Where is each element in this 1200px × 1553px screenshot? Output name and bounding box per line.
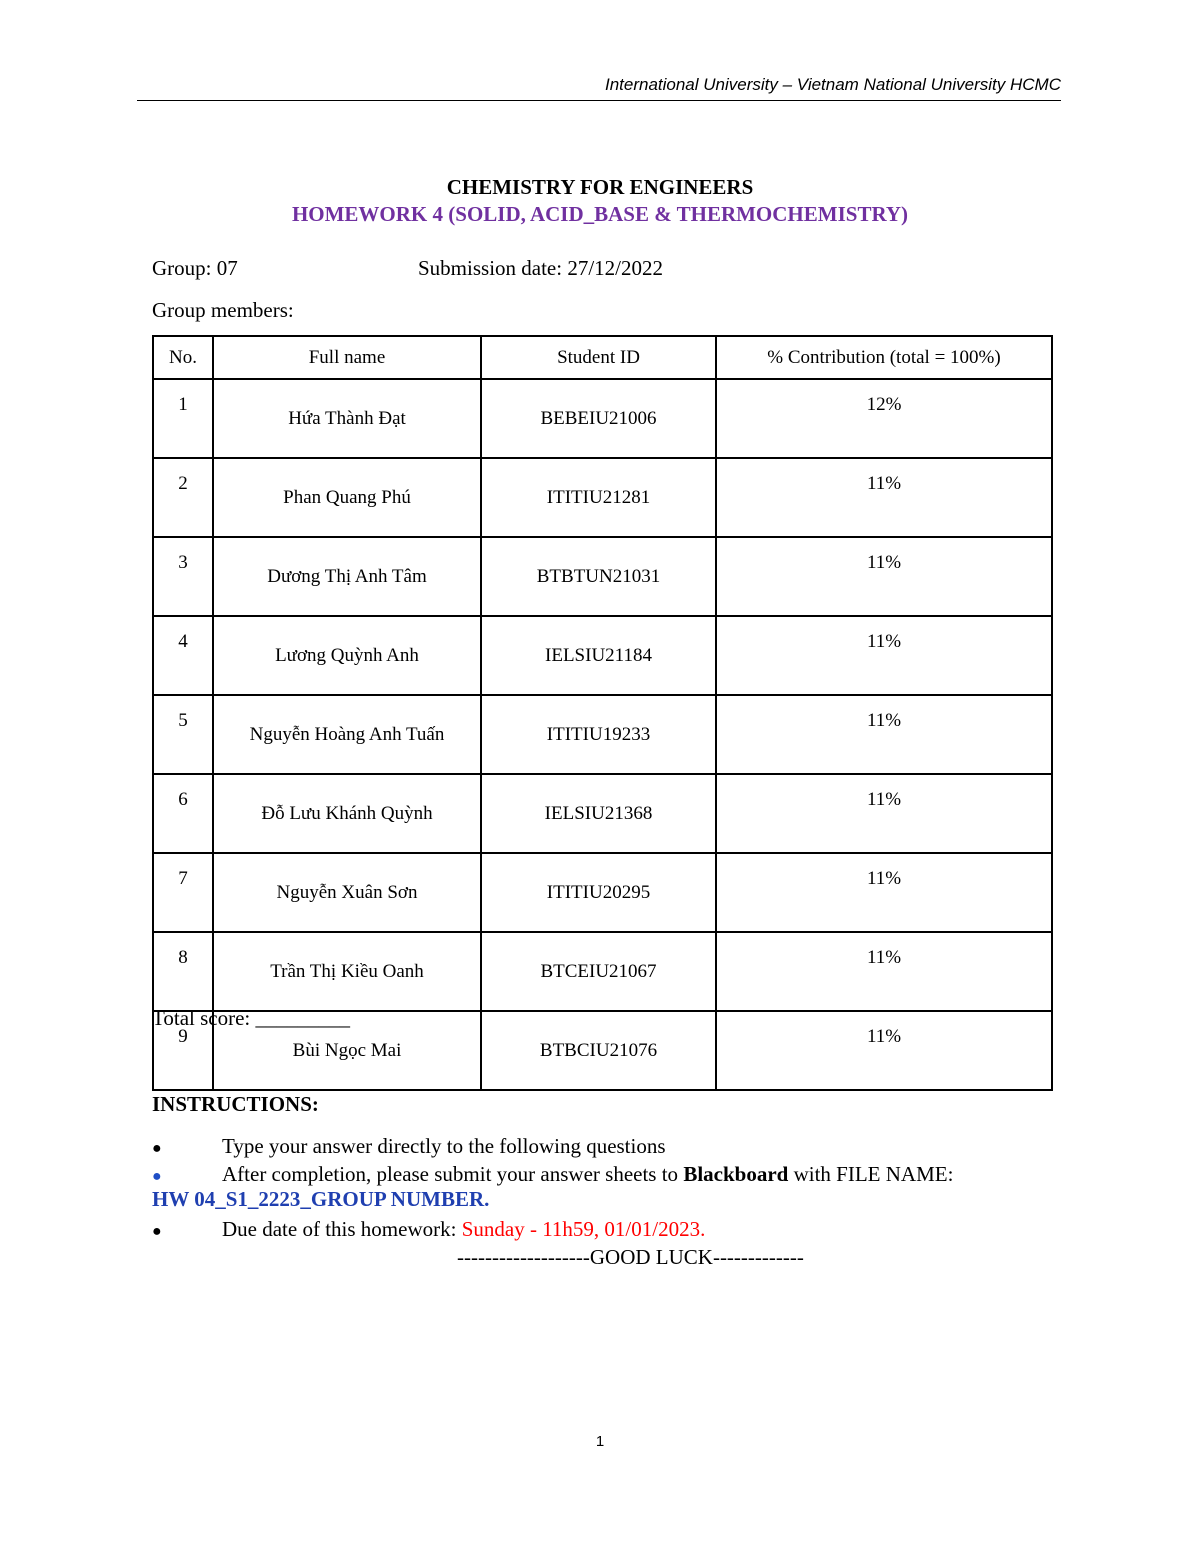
student-id: IELSIU21184 xyxy=(481,616,716,695)
instruction-text-suffix: with FILE NAME: xyxy=(788,1162,954,1186)
student-id: BTBCIU21076 xyxy=(481,1011,716,1090)
bullet-icon: ● xyxy=(152,1168,162,1185)
contribution: 11% xyxy=(716,458,1052,537)
row-number: 9 xyxy=(153,1011,213,1090)
row-number: 6 xyxy=(153,774,213,853)
blackboard-label: Blackboard xyxy=(683,1162,789,1186)
bullet-icon: ● xyxy=(152,1140,162,1157)
table-header-row xyxy=(153,336,1052,379)
file-name-format: HW 04_S1_2223_GROUP NUMBER. xyxy=(152,1187,490,1211)
group-members-label: Group members: xyxy=(152,298,294,322)
row-number: 1 xyxy=(153,379,213,458)
table-row xyxy=(153,537,1052,616)
group-number: Group: 07 xyxy=(152,256,238,280)
course-title: CHEMISTRY FOR ENGINEERS xyxy=(446,175,754,199)
member-name: Bùi Ngọc Mai xyxy=(213,1011,481,1090)
member-name: Phan Quang Phú xyxy=(213,458,481,537)
row-number: 4 xyxy=(153,616,213,695)
header-student-id: Student ID xyxy=(481,336,716,379)
table-row xyxy=(153,774,1052,853)
due-date: Sunday - 11h59, 01/01/2023. xyxy=(461,1217,706,1241)
page-header: International University – Vietnam National University HCMC xyxy=(137,72,1061,101)
table-row xyxy=(153,695,1052,774)
contribution: 11% xyxy=(716,853,1052,932)
good-luck-line: -------------------GOOD LUCK------------- xyxy=(457,1245,804,1269)
row-number: 7 xyxy=(153,853,213,932)
member-name: Đỗ Lưu Khánh Quỳnh xyxy=(213,774,481,853)
instruction-item-3 xyxy=(152,1216,1062,1245)
contribution: 11% xyxy=(716,616,1052,695)
members-table xyxy=(152,335,1053,1091)
student-id: BEBEIU21006 xyxy=(481,379,716,458)
table-row xyxy=(153,616,1052,695)
member-name: Dương Thị Anh Tâm xyxy=(213,537,481,616)
instruction-text: Type your answer directly to the following questions xyxy=(222,1134,666,1158)
contribution: 11% xyxy=(716,932,1052,1011)
member-name: Lương Quỳnh Anh xyxy=(213,616,481,695)
instruction-text: Due date of this homework: xyxy=(222,1217,462,1241)
row-number: 2 xyxy=(153,458,213,537)
instruction-item-1 xyxy=(152,1133,1062,1162)
contribution: 11% xyxy=(716,1011,1052,1090)
row-number: 3 xyxy=(153,537,213,616)
bullet-icon: ● xyxy=(152,1223,162,1240)
student-id: BTCEIU21067 xyxy=(481,932,716,1011)
member-name: Trần Thị Kiều Oanh xyxy=(213,932,481,1011)
contribution: 11% xyxy=(716,695,1052,774)
header-contribution: % Contribution (total = 100%) xyxy=(716,336,1052,379)
submission-date: Submission date: 27/12/2022 xyxy=(418,256,664,280)
instruction-item-2 xyxy=(152,1161,1062,1190)
row-number: 5 xyxy=(153,695,213,774)
student-id: IELSIU21368 xyxy=(481,774,716,853)
table-row xyxy=(153,932,1052,1011)
instruction-text: After completion, please submit your answer sheets to xyxy=(222,1162,684,1186)
member-name: Hứa Thành Đạt xyxy=(213,379,481,458)
total-score: Total score: _________ xyxy=(152,1006,350,1030)
contribution: 12% xyxy=(716,379,1052,458)
member-name: Nguyễn Hoàng Anh Tuấn xyxy=(213,695,481,774)
contribution: 11% xyxy=(716,774,1052,853)
student-id: ITITIU19233 xyxy=(481,695,716,774)
instructions-title: INSTRUCTIONS: xyxy=(152,1092,319,1116)
contribution: 11% xyxy=(716,537,1052,616)
table-row xyxy=(153,458,1052,537)
header-full-name: Full name xyxy=(213,336,481,379)
student-id: ITITIU21281 xyxy=(481,458,716,537)
student-id: ITITIU20295 xyxy=(481,853,716,932)
homework-title: HOMEWORK 4 (SOLID, ACID_BASE & THERMOCHEMISTRY) xyxy=(291,202,909,226)
student-id: BTBTUN21031 xyxy=(481,537,716,616)
table-row xyxy=(153,853,1052,932)
header-no: No. xyxy=(153,336,213,379)
table-row xyxy=(153,379,1052,458)
member-name: Nguyễn Xuân Sơn xyxy=(213,853,481,932)
row-number: 8 xyxy=(153,932,213,1011)
page-number: 1 xyxy=(595,1433,605,1450)
